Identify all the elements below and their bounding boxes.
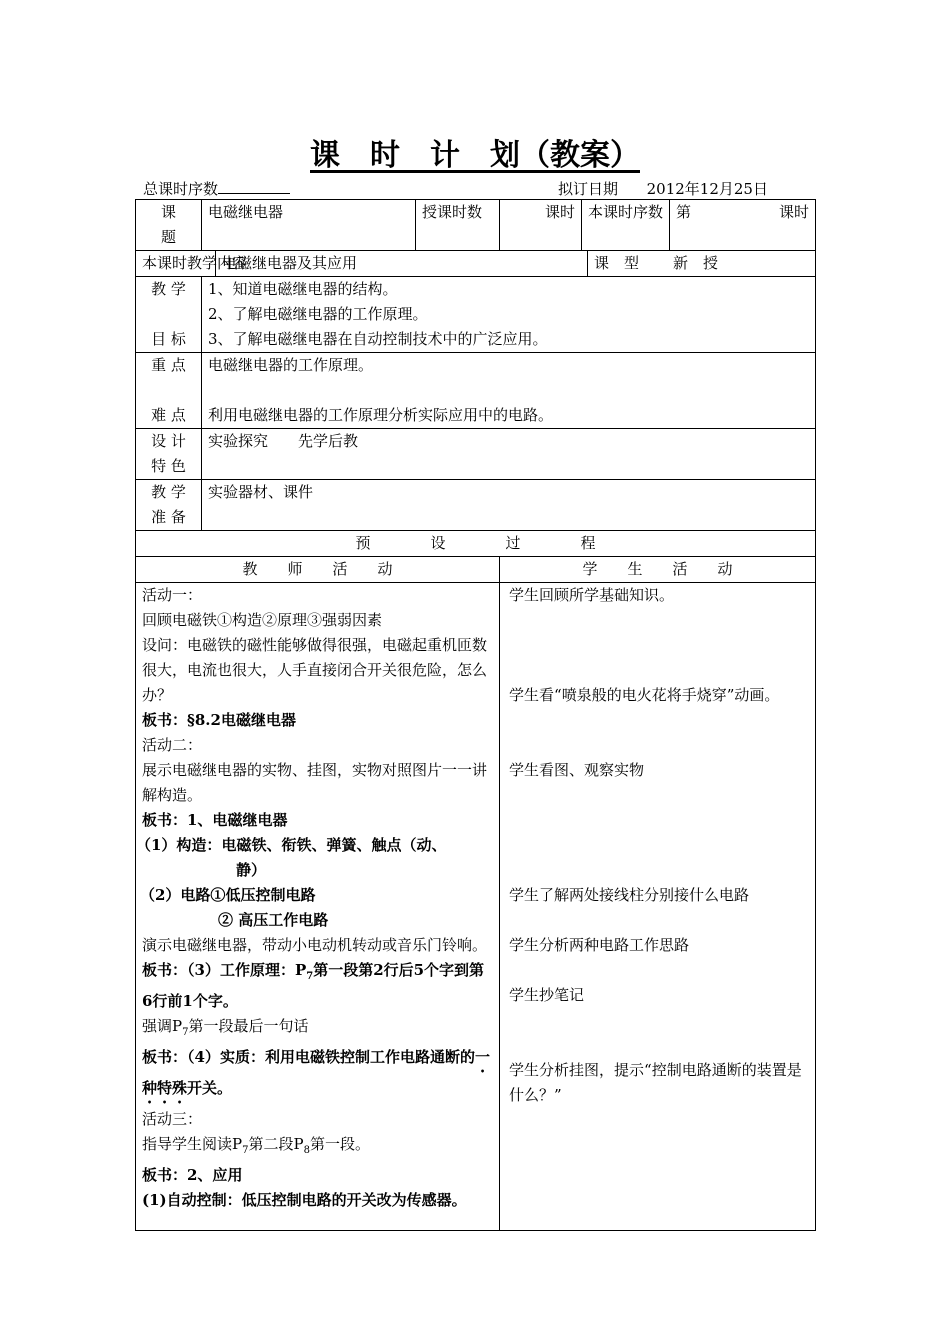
process-header: 预 设 过 程	[136, 531, 816, 557]
teacher-line: 演示电磁继电器，带动小电动机转动或音乐门铃响。	[142, 936, 488, 954]
teacher-board-line: (1)自动控制：低压控制电路的开关改为传感器。	[142, 1191, 467, 1209]
teacher-board-line: 板书：（3）工作原理：$P_7$第一段第2行后5个字到第6行前1个字。	[142, 961, 485, 1010]
date-label: 拟订日期	[558, 180, 619, 198]
student-line: 学生分析两种电路工作思路	[509, 936, 690, 954]
goals-content	[202, 277, 816, 353]
teacher-board-line: 板书：§8.2电磁继电器	[142, 711, 296, 729]
teacher-board-line: 静）	[236, 861, 267, 879]
design-value: 实验探究 先学后教	[202, 429, 816, 480]
teacher-line: 设问：电磁铁的磁性能够做得很强，电磁起重机匝数很大，电流也很大，人手直接闭合开关很危险，怎么办？	[142, 636, 488, 704]
date-value: 2012年12月25日	[646, 180, 768, 198]
seq-label: 本课时序数	[582, 200, 670, 251]
teacher-board-line: （2）电路①低压控制电路	[140, 886, 316, 904]
teacher-header: 教 师 活 动	[136, 557, 500, 583]
key-label: 重 点 难 点	[136, 353, 202, 429]
teacher-activities	[136, 583, 500, 1231]
prep-label: 教 学 准 备	[136, 480, 202, 531]
teacher-line: 强调$P_7$第一段最后一句话	[142, 1017, 309, 1038]
total-hours-label: 总课时序数	[143, 180, 219, 198]
seq-value: 第 课时	[670, 200, 816, 251]
student-line: 学生了解两处接线柱分别接什么电路	[509, 886, 750, 904]
design-label: 设 计 特 色	[136, 429, 202, 480]
teacher-board-line: ② 高压工作电路	[218, 911, 329, 929]
teacher-board-line: （1）构造：电磁铁、衔铁、弹簧、触点（动、	[136, 836, 447, 854]
topic-value: 电磁继电器	[202, 200, 416, 251]
teacher-line: 活动二：	[142, 736, 203, 754]
student-line: 学生回顾所学基础知识。	[509, 586, 675, 604]
teacher-line: 展示电磁继电器的实物、挂图，实物对照图片一一讲解构造。	[142, 761, 488, 804]
teacher-board-line: 板书：1、电磁继电器	[142, 811, 288, 829]
teacher-board-line: 板书：（4）实质：利用电磁铁控制工作电路通断的一种特殊开关。	[142, 1048, 490, 1097]
teacher-board-line: 板书：2、应用	[142, 1166, 243, 1184]
teacher-line: 活动一：	[142, 586, 203, 604]
type-label: 课 型	[594, 254, 640, 272]
hours-label: 授课时数	[416, 200, 500, 251]
goals-label: 教 学 目 标	[136, 277, 202, 353]
topic-label: 课 题	[136, 200, 202, 251]
teacher-line: 回顾电磁铁①构造②原理③强弱因素	[142, 611, 383, 629]
student-line: 学生看“喷泉般的电火花将手烧穿”动画。	[509, 686, 780, 704]
student-header: 学 生 活 动	[500, 557, 816, 583]
key-point: 电磁继电器的工作原理。	[208, 356, 374, 374]
lesson-type	[588, 251, 816, 277]
goal-item: 1、知道电磁继电器的结构。	[208, 280, 398, 298]
key-content	[202, 353, 816, 429]
student-activities	[500, 583, 816, 1231]
goal-item: 3、了解电磁继电器在自动控制技术中的广泛应用。	[208, 330, 548, 348]
hours-value: 课时	[500, 200, 582, 251]
teacher-line: 活动三：	[142, 1110, 203, 1128]
content-value: 电磁继电器及其应用	[216, 251, 588, 277]
date-field	[558, 178, 768, 199]
page-title: 课 时 计 划（教案）	[310, 138, 640, 173]
lesson-plan-table	[135, 199, 816, 1231]
student-line: 学生看图、观察实物	[509, 761, 645, 779]
student-line: 学生分析挂图，提示“控制电路通断的装置是什么？”	[509, 1061, 802, 1104]
difficulty: 利用电磁继电器的工作原理分析实际应用中的电路。	[208, 406, 554, 424]
student-line: 学生抄笔记	[509, 986, 585, 1004]
teacher-line: 指导学生阅读$P_7$第二段$P_8$第一段。	[142, 1135, 370, 1156]
total-hours-blank	[218, 181, 290, 194]
prep-value: 实验器材、课件	[202, 480, 816, 531]
type-value: 新 授	[673, 254, 719, 272]
total-hours-field	[143, 178, 290, 199]
goal-item: 2、了解电磁继电器的工作原理。	[208, 305, 428, 323]
content-label: 本课时教学内容	[136, 251, 216, 277]
